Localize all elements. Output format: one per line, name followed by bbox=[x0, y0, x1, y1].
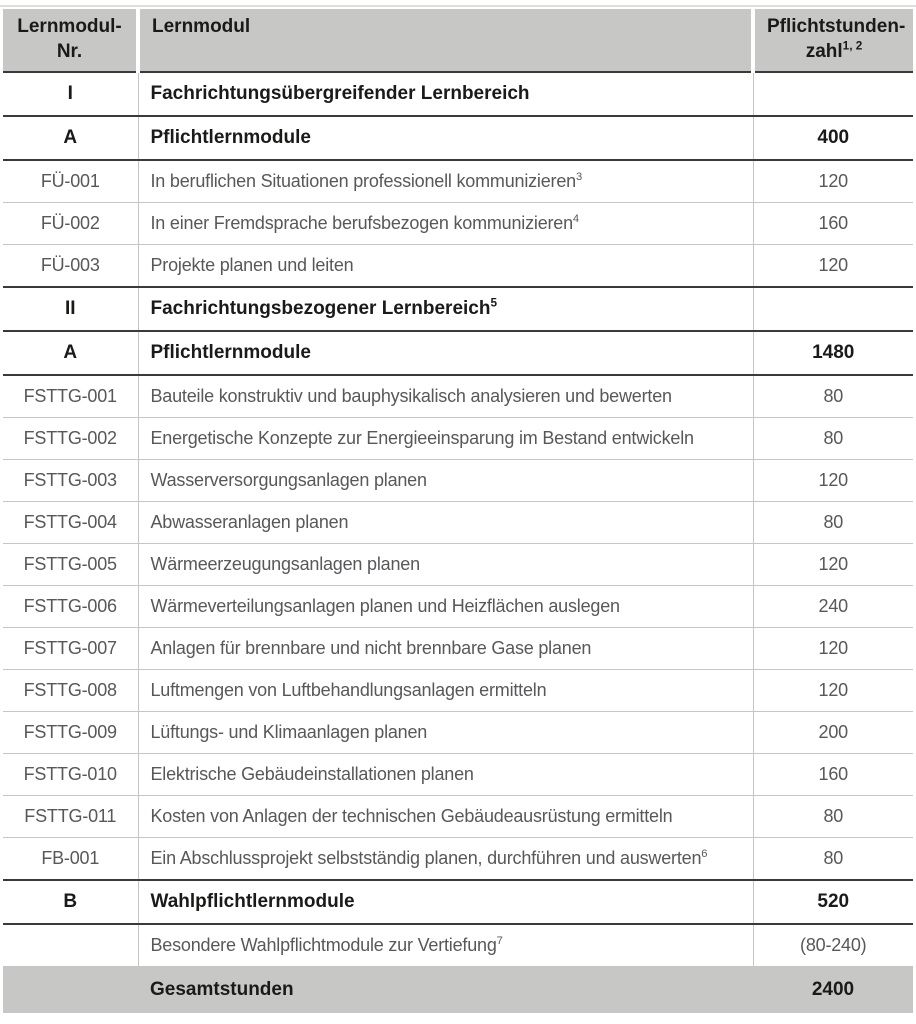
table-row bbox=[3, 160, 913, 203]
module-nr: B bbox=[3, 880, 138, 924]
header-module-nr-line2: Nr. bbox=[56, 41, 83, 63]
module-nr: FSTTG-008 bbox=[3, 670, 138, 712]
module-name: Lüftungs- und Klimaanlagen planen bbox=[138, 712, 753, 754]
table-row bbox=[3, 670, 913, 712]
table-row bbox=[3, 418, 913, 460]
module-nr: FSTTG-002 bbox=[3, 418, 138, 460]
table-row bbox=[3, 116, 913, 160]
table-row bbox=[3, 203, 913, 245]
module-hours: 120 bbox=[753, 160, 913, 203]
table-body bbox=[3, 72, 913, 1013]
table-header bbox=[3, 9, 913, 72]
module-nr bbox=[3, 967, 138, 1014]
module-name: Elektrische Gebäudeinstallationen planen bbox=[138, 754, 753, 796]
module-name: Bauteile konstruktiv und bauphysikalisch analysieren und bewerten bbox=[138, 375, 753, 418]
footnote-marker: 7 bbox=[496, 935, 503, 948]
module-name: Energetische Konzepte zur Energieeinsparung im Bestand entwickeln bbox=[138, 418, 753, 460]
header-module-nr-line1: Lernmodul- bbox=[17, 16, 122, 37]
module-name: Wahlpflichtlernmodule bbox=[138, 880, 753, 924]
table-row bbox=[3, 544, 913, 586]
table-row bbox=[3, 331, 913, 375]
footnote-marker: 6 bbox=[701, 848, 708, 861]
module-nr: FSTTG-005 bbox=[3, 544, 138, 586]
module-hours: 120 bbox=[753, 460, 913, 502]
module-hours bbox=[753, 287, 913, 331]
module-hours: 120 bbox=[753, 628, 913, 670]
module-hours: 240 bbox=[753, 586, 913, 628]
module-name: Ein Abschlussprojekt selbstständig planen, durchführen und auswerten$^6$ bbox=[138, 838, 753, 881]
module-name: Projekte planen und leiten bbox=[138, 245, 753, 288]
module-nr: FSTTG-003 bbox=[3, 460, 138, 502]
header-hours-line1: Pflichtstunden- bbox=[767, 16, 906, 37]
module-nr: FB-001 bbox=[3, 838, 138, 881]
module-nr: FSTTG-010 bbox=[3, 754, 138, 796]
module-nr: FSTTG-009 bbox=[3, 712, 138, 754]
header-module-name: Lernmodul bbox=[138, 9, 753, 72]
top-divider bbox=[0, 5, 916, 7]
module-hours: 120 bbox=[753, 544, 913, 586]
module-hours: 80 bbox=[753, 375, 913, 418]
table-row bbox=[3, 586, 913, 628]
module-hours: 1480 bbox=[753, 331, 913, 375]
module-nr: FÜ-003 bbox=[3, 245, 138, 288]
module-name: Anlagen für brennbare und nicht brennbare Gase planen bbox=[138, 628, 753, 670]
module-name: Wärmeerzeugungsanlagen planen bbox=[138, 544, 753, 586]
table-row bbox=[3, 924, 913, 967]
module-hours bbox=[753, 72, 913, 116]
module-hours: 80 bbox=[753, 796, 913, 838]
table-row bbox=[3, 712, 913, 754]
module-nr: A bbox=[3, 116, 138, 160]
module-hours: 160 bbox=[753, 754, 913, 796]
module-name: Luftmengen von Luftbehandlungsanlagen ermitteln bbox=[138, 670, 753, 712]
module-name: In einer Fremdsprache berufsbezogen kommunizieren$^4$ bbox=[138, 203, 753, 245]
module-hours: (80-240) bbox=[753, 924, 913, 967]
header-hours-line2: zahl bbox=[805, 41, 843, 63]
table-row bbox=[3, 838, 913, 881]
total-label: Gesamtstunden bbox=[138, 967, 753, 1014]
total-row bbox=[3, 967, 913, 1014]
table-row bbox=[3, 375, 913, 418]
module-hours: 120 bbox=[753, 670, 913, 712]
module-nr: FÜ-002 bbox=[3, 203, 138, 245]
module-hours: 80 bbox=[753, 418, 913, 460]
module-name: Wasserversorgungsanlagen planen bbox=[138, 460, 753, 502]
module-hours: 80 bbox=[753, 838, 913, 881]
module-hours: 160 bbox=[753, 203, 913, 245]
module-name: Pflichtlernmodule bbox=[138, 331, 753, 375]
module-nr: FSTTG-006 bbox=[3, 586, 138, 628]
module-nr: FSTTG-004 bbox=[3, 502, 138, 544]
table-row bbox=[3, 460, 913, 502]
table-row bbox=[3, 754, 913, 796]
module-hours: 400 bbox=[753, 116, 913, 160]
table-row bbox=[3, 628, 913, 670]
module-name: Fachrichtungsübergreifender Lernbereich bbox=[138, 72, 753, 116]
module-hours: 120 bbox=[753, 245, 913, 288]
total-hours: 2400 bbox=[753, 967, 913, 1014]
footnote-marker: 4 bbox=[572, 213, 579, 226]
curriculum-table bbox=[3, 9, 913, 1013]
table-row bbox=[3, 796, 913, 838]
header-hours bbox=[753, 9, 913, 72]
module-name: Pflichtlernmodule bbox=[138, 116, 753, 160]
table-row bbox=[3, 72, 913, 116]
header-row bbox=[3, 9, 913, 72]
module-nr: FSTTG-007 bbox=[3, 628, 138, 670]
module-nr: FSTTG-001 bbox=[3, 375, 138, 418]
header-module-nr bbox=[3, 9, 138, 72]
table-row bbox=[3, 245, 913, 288]
footnote-marker: 5 bbox=[490, 296, 498, 310]
table-row bbox=[3, 880, 913, 924]
footnote-marker: 3 bbox=[575, 171, 582, 184]
module-hours: 520 bbox=[753, 880, 913, 924]
module-name: In beruflichen Situationen professionell kommunizieren$^3$ bbox=[138, 160, 753, 203]
module-nr: FSTTG-011 bbox=[3, 796, 138, 838]
module-name: Wärmeverteilungsanlagen planen und Heizflächen auslegen bbox=[138, 586, 753, 628]
module-name: Fachrichtungsbezogener Lernbereich$^5$ bbox=[138, 287, 753, 331]
table-row bbox=[3, 287, 913, 331]
module-hours: 200 bbox=[753, 712, 913, 754]
module-name: Besondere Wahlpflichtmodule zur Vertiefung$^7$ bbox=[138, 924, 753, 967]
module-nr bbox=[3, 924, 138, 967]
module-nr: A bbox=[3, 331, 138, 375]
module-nr: II bbox=[3, 287, 138, 331]
table-row bbox=[3, 502, 913, 544]
module-name: Abwasseranlagen planen bbox=[138, 502, 753, 544]
module-nr: FÜ-001 bbox=[3, 160, 138, 203]
module-name: Kosten von Anlagen der technischen Gebäudeausrüstung ermitteln bbox=[138, 796, 753, 838]
module-nr: I bbox=[3, 72, 138, 116]
header-hours-footnote: 1, 2 bbox=[842, 39, 863, 53]
module-hours: 80 bbox=[753, 502, 913, 544]
